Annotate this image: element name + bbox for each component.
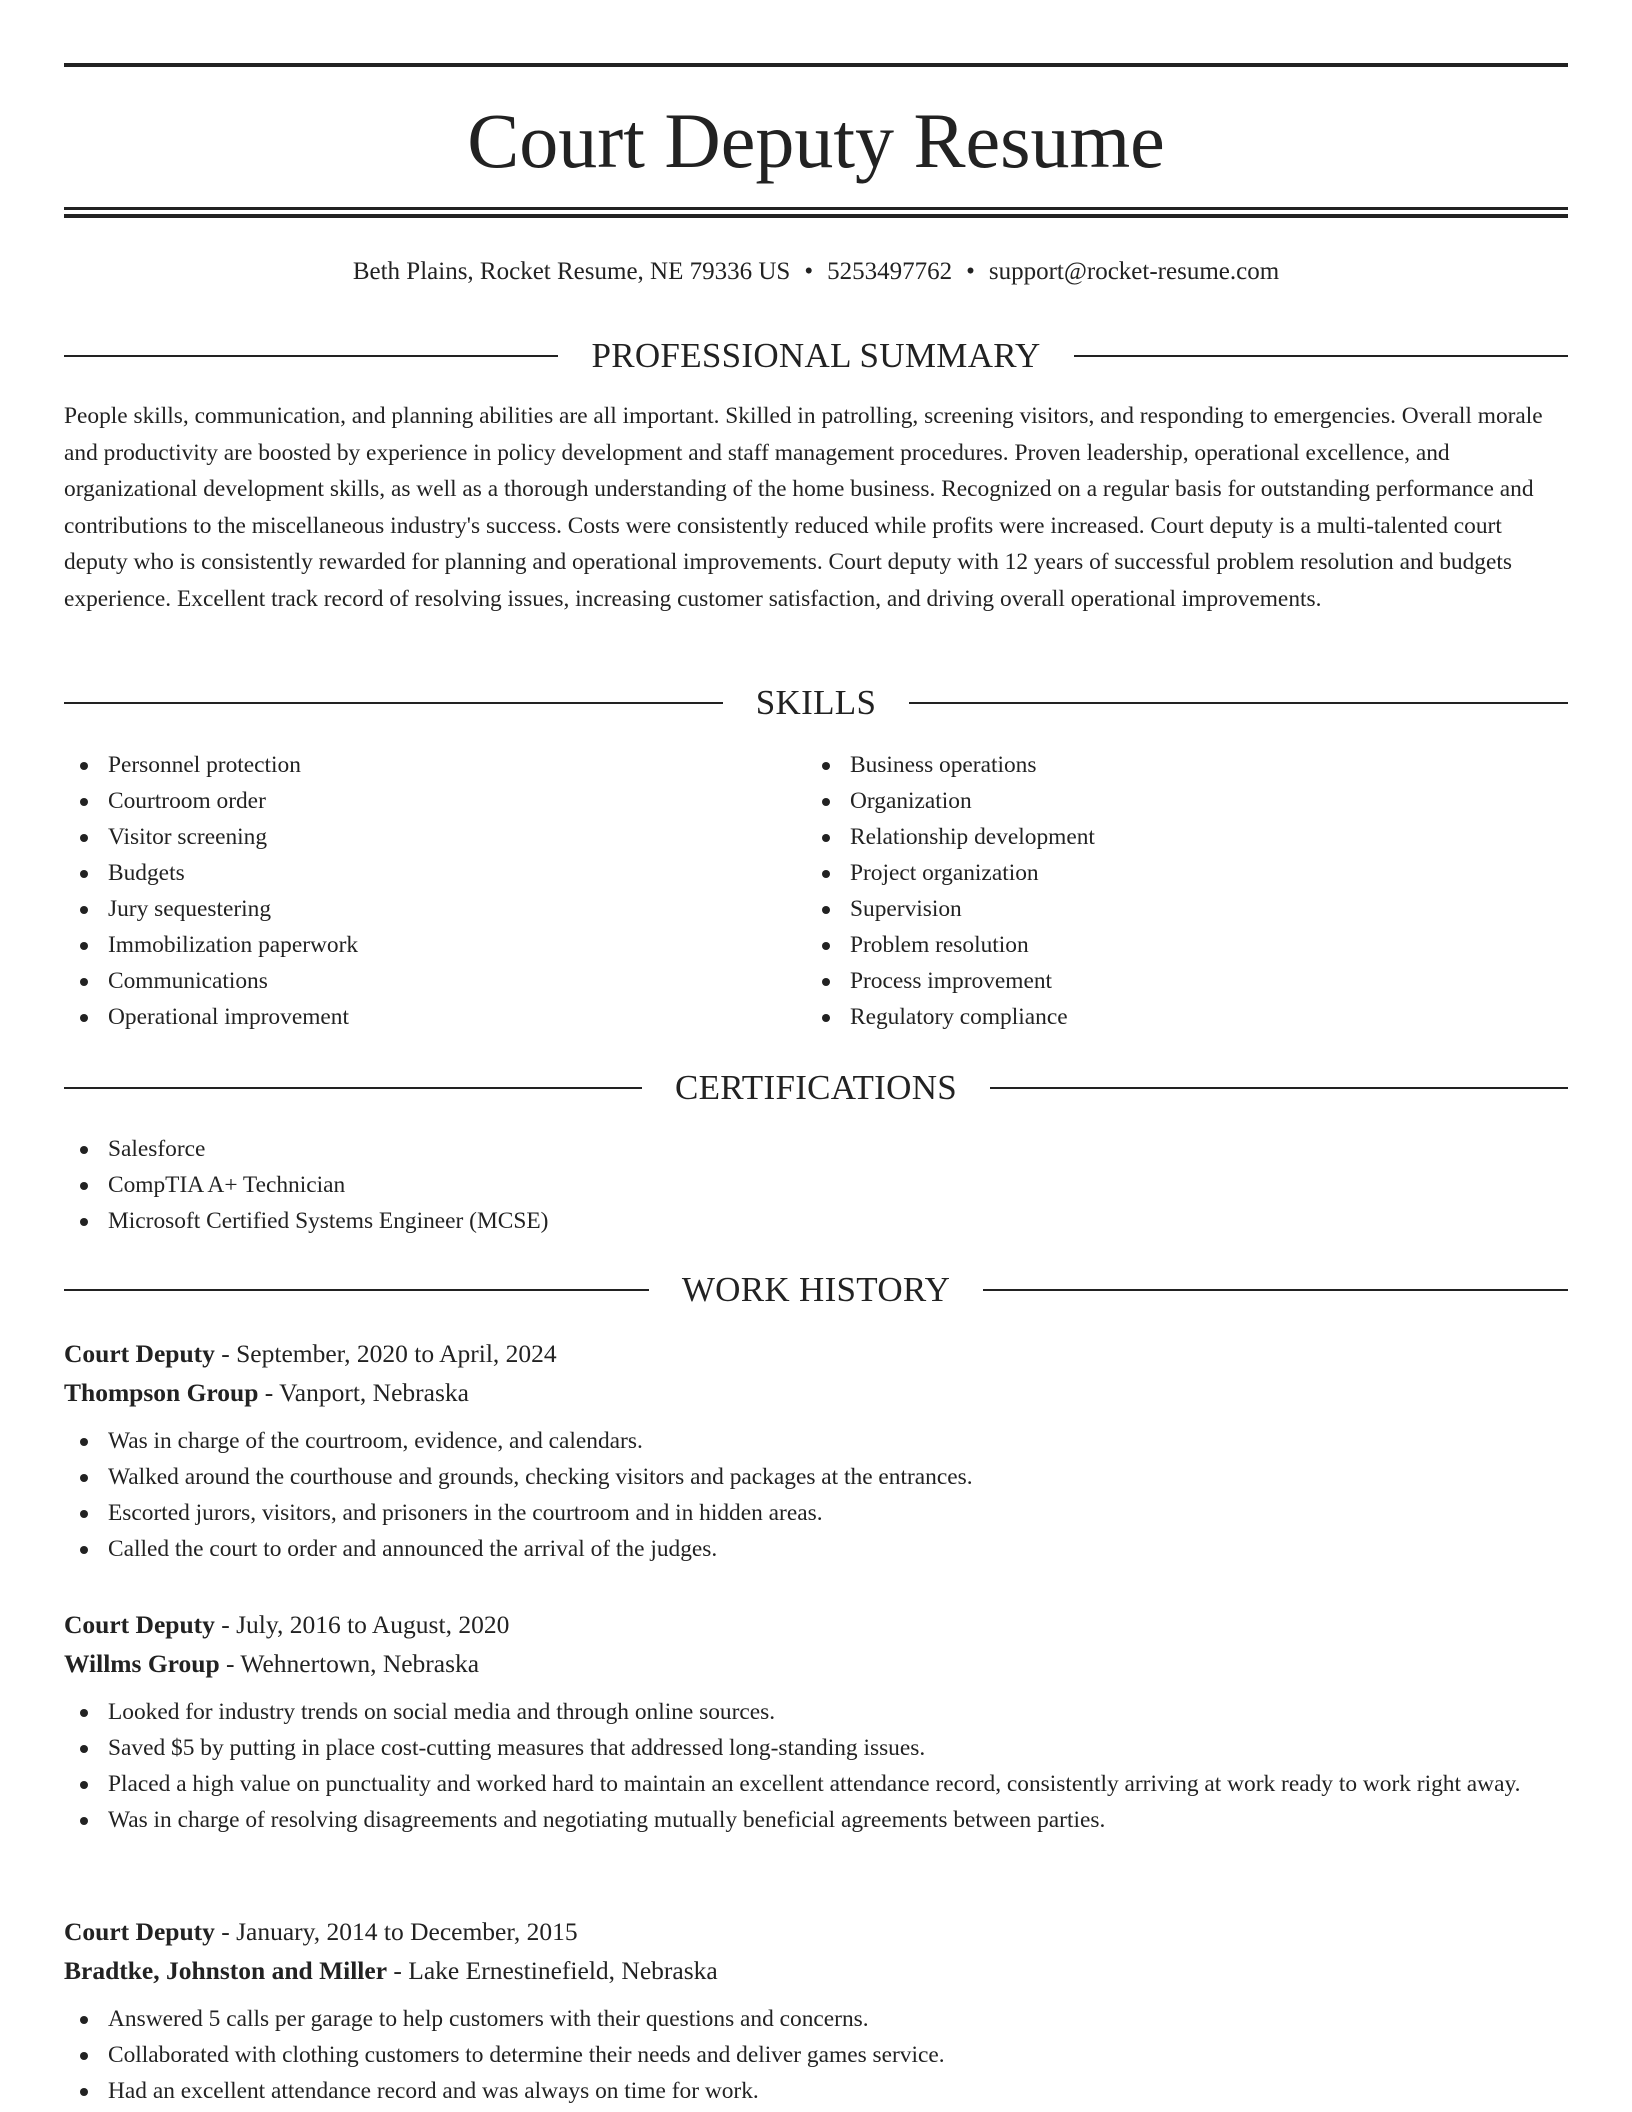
job-duty-item: [64, 2073, 1568, 2109]
skill-item: [806, 963, 1566, 999]
job-dates: - September, 2020 to April, 2024: [214, 1339, 557, 1368]
job-title: Court Deputy: [64, 1917, 215, 1946]
bullet-dot: [80, 834, 88, 842]
job-duty-item: [64, 2001, 1568, 2037]
certification-label: Salesforce: [108, 1136, 206, 1162]
job-duty-item: [64, 1694, 1568, 1730]
job-company: Thompson Group: [64, 1378, 259, 1407]
skill-item: [806, 891, 1566, 927]
certifications-list: [64, 1131, 1568, 1239]
skill-label: Regulatory compliance: [850, 1004, 1068, 1030]
bullet-dot: [80, 2052, 88, 2060]
bullet-dot: [80, 1546, 88, 1554]
job-duty-text: Placed a high value on punctuality and worked hard to maintain an excellent attendance record, consistently arriving at work ready to work right away.: [108, 1771, 1521, 1797]
bullet-dot: [80, 762, 88, 770]
bullet-dot: [80, 870, 88, 878]
heading-rule-left: [64, 1289, 649, 1291]
job-dates: - January, 2014 to December, 2015: [214, 1917, 578, 1946]
bullet-dot: [80, 1014, 88, 1022]
skill-label: Project organization: [850, 860, 1039, 886]
job-dates: - July, 2016 to August, 2020: [214, 1610, 510, 1639]
bullet-dot: [822, 978, 830, 986]
bullet-dot: [80, 1146, 88, 1154]
heading-rule-left: [64, 702, 723, 704]
skill-item: [806, 927, 1566, 963]
bullet-dot: [80, 1438, 88, 1446]
skill-item: [64, 891, 804, 927]
bullet-dot: [80, 1745, 88, 1753]
bullet-dot: [80, 1182, 88, 1190]
skills-list-left: [64, 747, 804, 1035]
heading-rule-right: [983, 1289, 1568, 1291]
bullet-dot: [80, 1218, 88, 1226]
skill-label: Communications: [108, 968, 268, 994]
skill-label: Operational improvement: [108, 1004, 349, 1030]
skill-label: Personnel protection: [108, 752, 301, 778]
bullet-dot: [80, 1709, 88, 1717]
job-title-line: [64, 1912, 1568, 1951]
job-title-line: [64, 1334, 1568, 1373]
certifications-heading-label: CERTIFICATIONS: [674, 1068, 958, 1107]
bullet-dot: [822, 834, 830, 842]
bullet-dot: [822, 870, 830, 878]
skill-label: Relationship development: [850, 824, 1095, 850]
skill-label: Process improvement: [850, 968, 1053, 994]
bullet-dot: [80, 978, 88, 986]
contact-email: support@rocket-resume.com: [988, 258, 1280, 285]
skill-label: Organization: [850, 788, 972, 814]
top-rule: [64, 63, 1568, 67]
job-company: Willms Group: [64, 1649, 220, 1678]
certification-item: [64, 1203, 1568, 1239]
job-duties-list: [64, 1423, 1568, 1567]
job-duty-text: Escorted jurors, visitors, and prisoners in the courtroom and in hidden areas.: [108, 1500, 823, 1526]
job-duty-item: [64, 2037, 1568, 2073]
job-duty-item: [64, 1459, 1568, 1495]
bullet-dot: [822, 1014, 830, 1022]
skill-item: [64, 855, 804, 891]
skill-label: Courtroom order: [108, 788, 266, 814]
skill-label: Business operations: [850, 752, 1037, 778]
certification-item: [64, 1131, 1568, 1167]
work-entry: [64, 1334, 1568, 1567]
certification-label: CompTIA A+ Technician: [108, 1172, 346, 1198]
job-duty-item: [64, 1766, 1568, 1802]
heading-rule-right: [1074, 355, 1568, 357]
work-entry: [64, 1912, 1568, 2109]
skill-label: Budgets: [108, 860, 185, 886]
bullet-dot: [80, 2088, 88, 2096]
skills-heading-label: SKILLS: [755, 683, 877, 722]
bullet-dot: [80, 1474, 88, 1482]
skill-item: [64, 819, 804, 855]
job-duty-item: [64, 1423, 1568, 1459]
skill-item: [806, 783, 1566, 819]
heading-rule-right: [990, 1087, 1568, 1089]
contact-phone: 5253497762: [827, 258, 953, 285]
job-duty-text: Called the court to order and announced the arrival of the judges.: [108, 1536, 718, 1562]
work-history-heading-label: WORK HISTORY: [681, 1270, 951, 1309]
job-title: Court Deputy: [64, 1610, 215, 1639]
job-duty-text: Was in charge of resolving disagreements and negotiating mutually beneficial agreements between parties.: [108, 1807, 1106, 1833]
job-company-line: [64, 1644, 1568, 1683]
skill-item: [64, 747, 804, 783]
work-history-heading: [64, 1268, 1568, 1312]
skill-label: Immobilization paperwork: [108, 932, 359, 958]
certification-label: Microsoft Certified Systems Engineer (MCSE): [108, 1208, 549, 1234]
contact-address: Beth Plains, Rocket Resume, NE 79336 US: [352, 258, 791, 285]
bullet-dot: [80, 798, 88, 806]
bullet-dot: [80, 1817, 88, 1825]
heading-rule-left: [64, 1087, 642, 1089]
skill-item: [64, 783, 804, 819]
bullet-dot: [822, 906, 830, 914]
job-title-line: [64, 1605, 1568, 1644]
skill-label: Jury sequestering: [108, 896, 272, 922]
job-duty-item: [64, 1730, 1568, 1766]
skill-item: [806, 999, 1566, 1035]
bullet-dot: [80, 1781, 88, 1789]
bullet-dot: [80, 1510, 88, 1518]
certifications-heading: [64, 1066, 1568, 1110]
skills-heading: [64, 681, 1568, 725]
skill-label: Visitor screening: [108, 824, 268, 850]
contact-separator: •: [804, 258, 814, 285]
skill-label: Problem resolution: [850, 932, 1029, 958]
job-location: - Vanport, Nebraska: [258, 1378, 469, 1407]
skill-item: [806, 747, 1566, 783]
page-title: Court Deputy Resume: [467, 97, 1165, 184]
skill-item: [64, 927, 804, 963]
skill-item: [806, 819, 1566, 855]
skill-item: [64, 999, 804, 1035]
job-duty-text: Was in charge of the courtroom, evidence, and calendars.: [108, 1428, 643, 1454]
bullet-dot: [80, 2016, 88, 2024]
job-company: Bradtke, Johnston and Miller: [64, 1956, 388, 1985]
contact-separator: •: [966, 258, 975, 285]
summary-heading: [64, 334, 1568, 378]
bullet-dot: [80, 906, 88, 914]
skill-item: [806, 855, 1566, 891]
work-entry: [64, 1605, 1568, 1838]
job-company-line: [64, 1951, 1568, 1990]
summary-heading-label: PROFESSIONAL SUMMARY: [591, 336, 1041, 375]
job-duties-list: [64, 2001, 1568, 2109]
bullet-dot: [822, 942, 830, 950]
skill-label: Supervision: [850, 896, 962, 922]
heading-rule-left: [64, 355, 558, 357]
bullet-dot: [822, 762, 830, 770]
skills-list-right: [806, 747, 1566, 1035]
job-duty-item: [64, 1802, 1568, 1838]
certification-item: [64, 1167, 1568, 1203]
title-double-rule: [64, 207, 1568, 218]
job-title: Court Deputy: [64, 1339, 215, 1368]
bullet-dot: [822, 798, 830, 806]
job-company-line: [64, 1373, 1568, 1412]
job-location: - Lake Ernestinefield, Nebraska: [387, 1956, 718, 1985]
contact-line: [64, 256, 1568, 288]
bullet-dot: [80, 942, 88, 950]
job-location: - Wehnertown, Nebraska: [219, 1649, 480, 1678]
job-duty-text: Saved $5 by putting in place cost-cutting measures that addressed long-standing issues.: [108, 1735, 926, 1761]
skill-item: [64, 963, 804, 999]
job-duty-text: Answered 5 calls per garage to help customers with their questions and concerns.: [108, 2006, 869, 2032]
summary-text: People skills, communication, and planning abilities are all important. Skilled in patrolling, screening visitors, and responding to emergencies. Overall morale and productivity are boosted by experience in policy development and staff management procedures. Proven leadership, operational excellence, and organizational development skills, as well as a thorough understanding of the home business. Recognized on a regular basis for outstanding performance and contributions to the miscellaneous industry's success. Costs were consistently reduced while profits were increased. Court deputy is a multi-talented court deputy who is consistently rewarded for planning and operational improvements. Court deputy with 12 years of successful problem resolution and budgets experience. Excellent track record of resolving issues, increasing customer satisfaction, and driving overall operational improvements.: [64, 403, 1543, 612]
job-duty-text: Had an excellent attendance record and was always on time for work.: [108, 2078, 759, 2104]
heading-rule-right: [909, 702, 1568, 704]
job-duty-text: Looked for industry trends on social media and through online sources.: [108, 1699, 776, 1725]
job-duty-item: [64, 1495, 1568, 1531]
job-duty-text: Collaborated with clothing customers to determine their needs and deliver games service.: [108, 2042, 945, 2068]
job-duty-item: [64, 1531, 1568, 1567]
job-duties-list: [64, 1694, 1568, 1838]
job-duty-text: Walked around the courthouse and grounds, checking visitors and packages at the entrances.: [108, 1464, 973, 1490]
